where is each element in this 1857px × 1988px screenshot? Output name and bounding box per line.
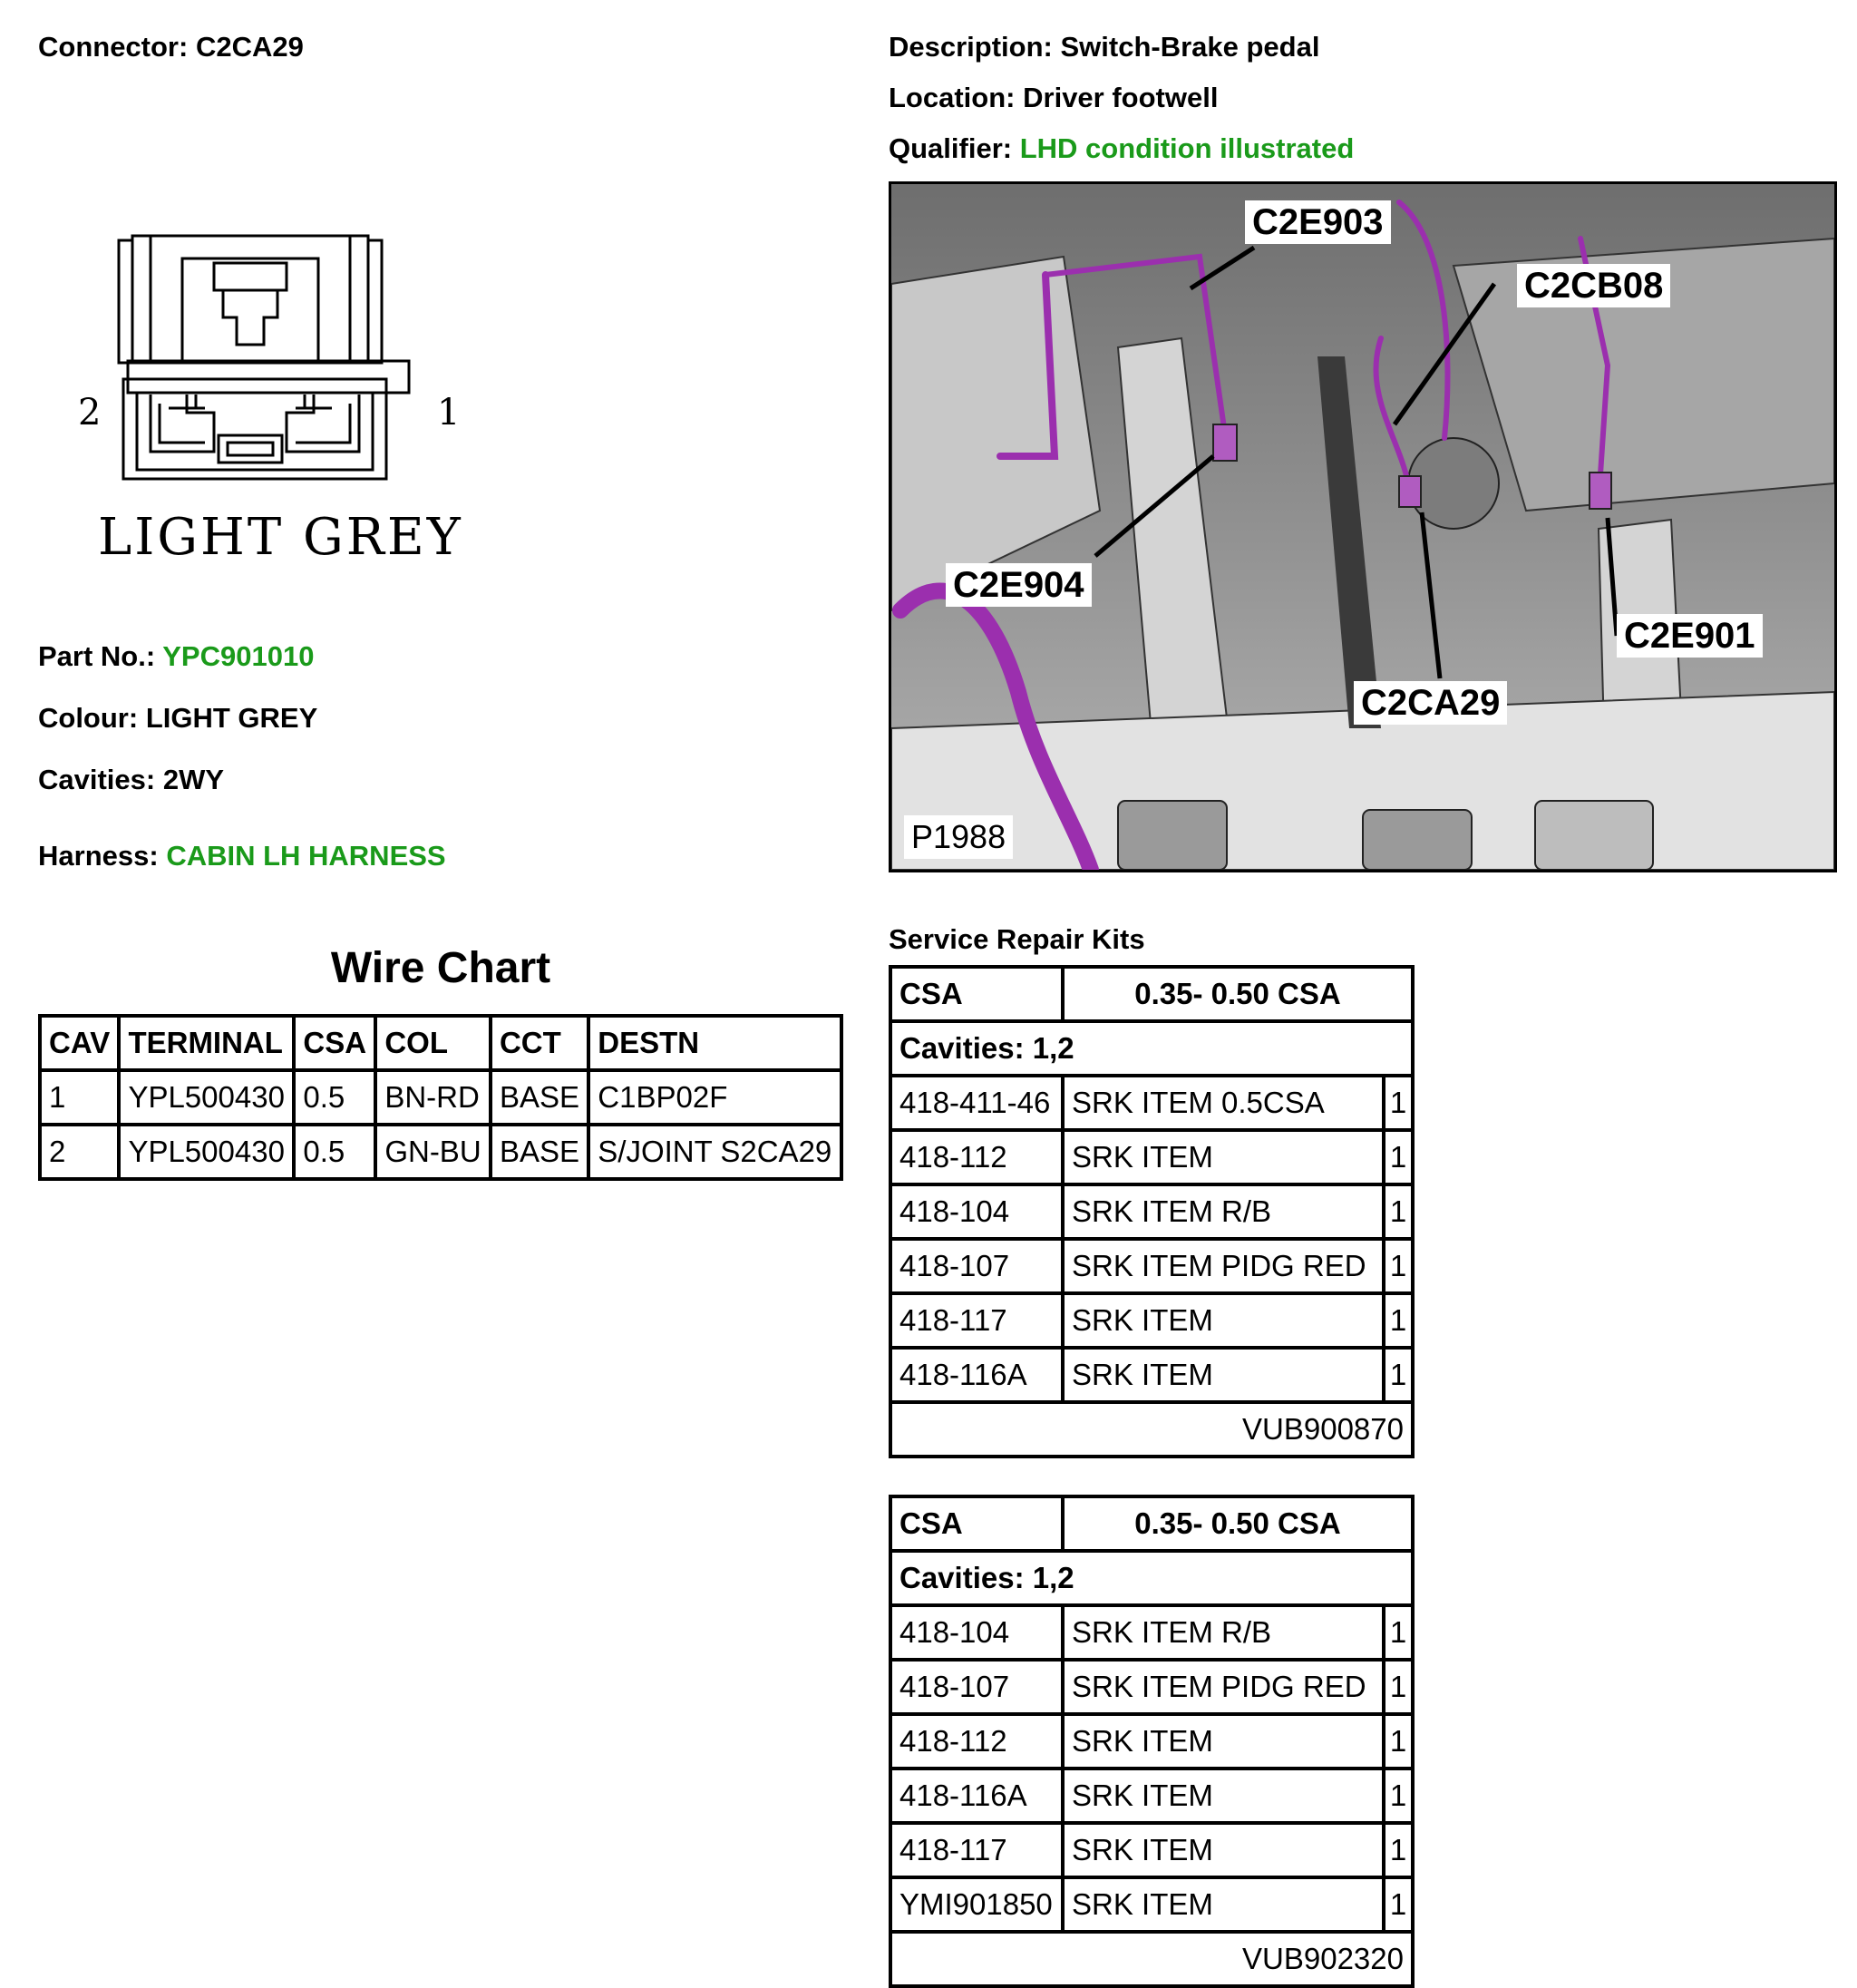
cavities-value: 2WY [162, 764, 225, 795]
kit-item-desc: SRK ITEM PIDG RED [1063, 1239, 1384, 1293]
table-row [40, 1070, 841, 1125]
kit-item-desc: SRK ITEM PIDG RED [1063, 1660, 1384, 1714]
kit-item-qty: 1 [1384, 1348, 1413, 1402]
kit-item-qty: 1 [1384, 1660, 1413, 1714]
kit-item-code: 418-112 [890, 1130, 1063, 1184]
cell: BASE [491, 1125, 588, 1179]
kit-item-desc: SRK ITEM [1063, 1130, 1384, 1184]
description-line [889, 31, 1319, 63]
cell: BN-RD [375, 1070, 491, 1125]
col-destn: DESTN [588, 1016, 841, 1070]
callout-c2e903: C2E903 [1245, 200, 1391, 244]
kit-item-code: 418-112 [890, 1714, 1063, 1769]
col-cct: CCT [491, 1016, 588, 1070]
kit-item-desc: SRK ITEM [1063, 1877, 1384, 1932]
photo-illustration [891, 184, 1834, 870]
kit-item-qty: 1 [1384, 1130, 1413, 1184]
table-row [890, 1823, 1413, 1877]
cell: 0.5 [294, 1125, 375, 1179]
table-row [890, 1605, 1413, 1660]
kit-item-desc: SRK ITEM R/B [1063, 1184, 1384, 1239]
location-label: Location: [889, 82, 1016, 113]
cell: 2 [40, 1125, 119, 1179]
description-value: Switch-Brake pedal [1060, 31, 1320, 63]
callout-c2e901: C2E901 [1617, 614, 1763, 658]
kit-csa-row [890, 967, 1413, 1021]
kit-item-code: YMI901850 [890, 1877, 1063, 1932]
kit-csa-value: 0.35- 0.50 CSA [1063, 1496, 1413, 1551]
qualifier-value: LHD condition illustrated [1019, 132, 1355, 164]
part-no-label: Part No.: [38, 640, 156, 672]
kit-item-code: 418-104 [890, 1605, 1063, 1660]
wire-chart-header-row [40, 1016, 841, 1070]
wire-chart-table [38, 1014, 843, 1181]
kit-item-code: 418-116A [890, 1769, 1063, 1823]
kit-item-qty: 1 [1384, 1605, 1413, 1660]
kit-csa-label: CSA [890, 1496, 1063, 1551]
table-row [890, 1769, 1413, 1823]
kit-item-code: 418-107 [890, 1239, 1063, 1293]
kit-csa-label: CSA [890, 967, 1063, 1021]
cell: 1 [40, 1070, 119, 1125]
photo-ref: P1988 [904, 815, 1013, 859]
kit-item-qty: 1 [1384, 1769, 1413, 1823]
table-row [890, 1660, 1413, 1714]
kit-item-desc: SRK ITEM [1063, 1769, 1384, 1823]
col-col: COL [375, 1016, 491, 1070]
location-value: Driver footwell [1023, 82, 1219, 113]
cavities-line [38, 764, 224, 796]
kit-item-qty: 1 [1384, 1239, 1413, 1293]
wire-chart-title: Wire Chart [330, 944, 551, 992]
kit-item-code: 418-411-46 [890, 1076, 1063, 1130]
kit-item-code: 418-107 [890, 1660, 1063, 1714]
kit-csa-row [890, 1496, 1413, 1551]
kit-item-desc: SRK ITEM 0.5CSA [1063, 1076, 1384, 1130]
kit-number: VUB900870 [890, 1402, 1413, 1457]
table-row [890, 1293, 1413, 1348]
kit-cavities: Cavities: 1,2 [890, 1021, 1413, 1076]
kit-item-code: 418-117 [890, 1293, 1063, 1348]
kit-item-desc: SRK ITEM [1063, 1823, 1384, 1877]
cell: BASE [491, 1070, 588, 1125]
pin-1-label: 1 [437, 392, 461, 434]
cell: C1BP02F [588, 1070, 841, 1125]
kit-number-row [890, 1402, 1413, 1457]
kit-item-code: 418-117 [890, 1823, 1063, 1877]
col-csa: CSA [294, 1016, 375, 1070]
location-photo [889, 181, 1837, 872]
kit-item-desc: SRK ITEM [1063, 1293, 1384, 1348]
connector-line [38, 31, 304, 63]
kit-item-qty: 1 [1384, 1877, 1413, 1932]
harness-line [38, 840, 446, 872]
colour-label: Colour: [38, 702, 139, 734]
kit-number-row [890, 1932, 1413, 1986]
kit-cavities: Cavities: 1,2 [890, 1551, 1413, 1605]
cell: YPL500430 [119, 1125, 294, 1179]
connector-label: Connector: [38, 31, 189, 63]
kit-item-qty: 1 [1384, 1076, 1413, 1130]
callout-c2ca29: C2CA29 [1354, 681, 1507, 725]
kit-cavities-row [890, 1021, 1413, 1076]
part-no-line [38, 640, 314, 673]
repair-kits-title: Service Repair Kits [889, 923, 1145, 955]
part-no-value: YPC901010 [162, 640, 315, 672]
kit-item-code: 418-116A [890, 1348, 1063, 1402]
kit-item-qty: 1 [1384, 1823, 1413, 1877]
location-line [889, 82, 1218, 114]
description-label: Description: [889, 31, 1053, 63]
table-row [40, 1125, 841, 1179]
harness-value: CABIN LH HARNESS [166, 840, 446, 872]
kit-csa-value: 0.35- 0.50 CSA [1063, 967, 1413, 1021]
table-row [890, 1076, 1413, 1130]
kit-item-qty: 1 [1384, 1184, 1413, 1239]
cell: GN-BU [375, 1125, 491, 1179]
col-terminal: TERMINAL [119, 1016, 294, 1070]
col-cav: CAV [40, 1016, 119, 1070]
connector-value: C2CA29 [195, 31, 304, 63]
qualifier-line [889, 132, 1354, 165]
connector-face-diagram [78, 227, 477, 490]
qualifier-label: Qualifier: [889, 132, 1013, 164]
kit-item-desc: SRK ITEM R/B [1063, 1605, 1384, 1660]
kit-cavities-row [890, 1551, 1413, 1605]
kit-item-desc: SRK ITEM [1063, 1714, 1384, 1769]
table-row [890, 1130, 1413, 1184]
kit-item-qty: 1 [1384, 1714, 1413, 1769]
harness-label: Harness: [38, 840, 159, 872]
colour-line [38, 702, 317, 735]
cell: YPL500430 [119, 1070, 294, 1125]
kit-item-code: 418-104 [890, 1184, 1063, 1239]
cell: 0.5 [294, 1070, 375, 1125]
table-row [890, 1239, 1413, 1293]
cavities-label: Cavities: [38, 764, 156, 795]
kit-item-qty: 1 [1384, 1293, 1413, 1348]
repair-kit-table-1 [889, 965, 1415, 1458]
kit-number: VUB902320 [890, 1932, 1413, 1986]
cell: S/JOINT S2CA29 [588, 1125, 841, 1179]
table-row [890, 1714, 1413, 1769]
callout-c2cb08: C2CB08 [1517, 264, 1670, 307]
repair-kit-table-2 [889, 1495, 1415, 1988]
table-row [890, 1348, 1413, 1402]
callout-c2e904: C2E904 [946, 563, 1092, 607]
connector-colour-caption: LIGHT GREY [98, 508, 463, 567]
table-row [890, 1184, 1413, 1239]
table-row [890, 1877, 1413, 1932]
colour-value: LIGHT GREY [145, 702, 318, 734]
kit-item-desc: SRK ITEM [1063, 1348, 1384, 1402]
pin-2-label: 2 [78, 392, 102, 434]
